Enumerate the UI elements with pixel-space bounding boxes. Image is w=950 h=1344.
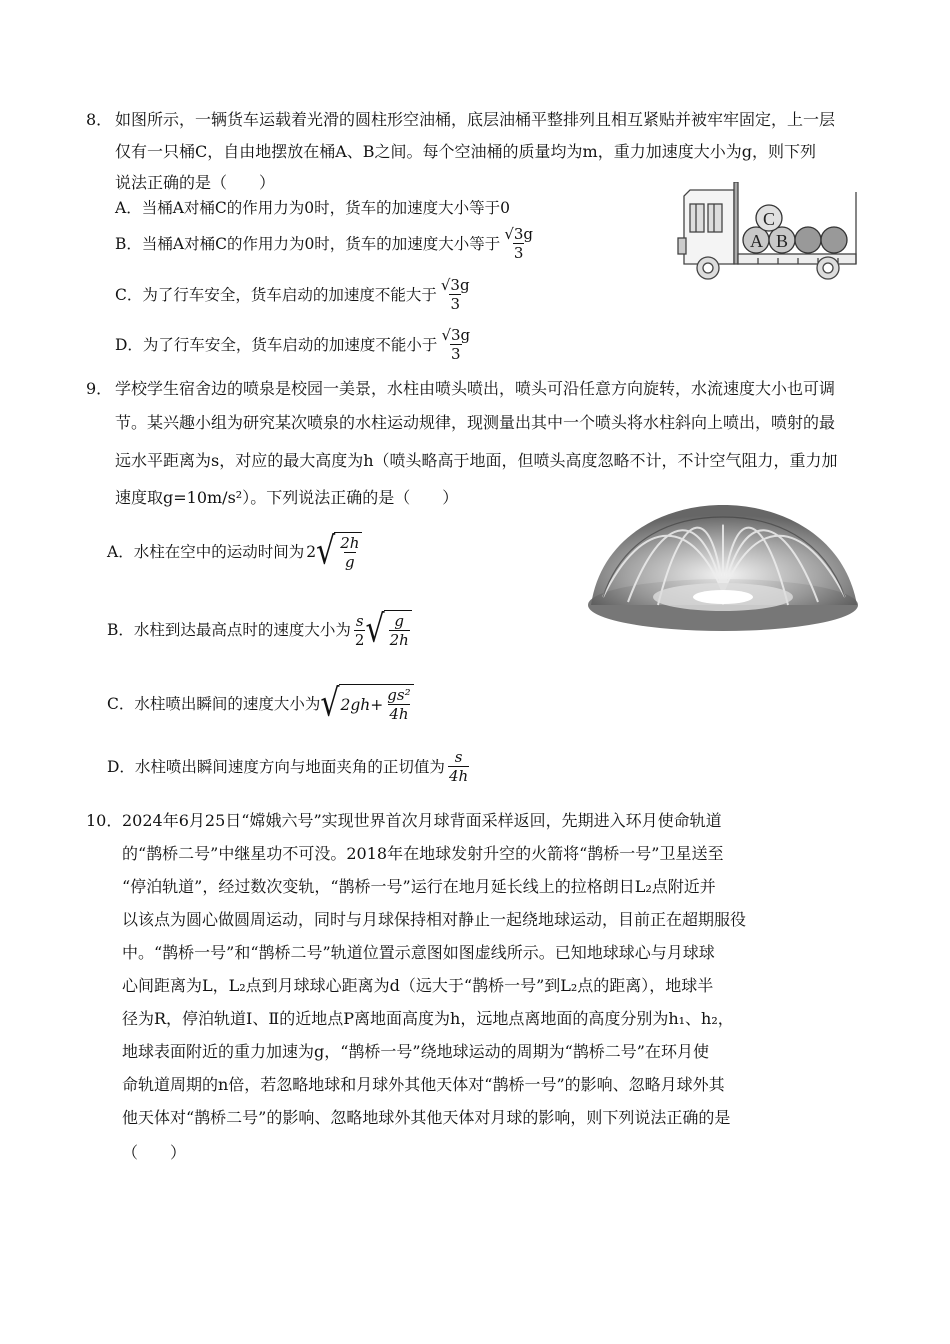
q10-stem-line-11: （ ）: [122, 1143, 187, 1162]
q10-stem-line-7: 径为R，停泊轨道Ⅰ、Ⅱ的近地点P离地面高度为h，远地点离地面的高度分别为h₁、h₂，: [122, 1009, 734, 1028]
q9-stem-line-2: 节。某兴趣小组为研究某次喷泉的水柱运动规律，现测量出其中一个喷头将水柱斜向上喷出，喷射的最: [115, 413, 836, 432]
q9-number: 9．: [86, 379, 113, 398]
q8-number: 8．: [86, 110, 113, 129]
q8-c-fraction: $\frac{√3g}{3}$: [440, 276, 470, 313]
q10-stem-line-9: 命轨道周期的n倍，若忽略地球和月球外其他天体对“鹊桥一号”的影响、忽略月球外其: [122, 1075, 725, 1094]
q9-c-sqrt: √ 2gh+ $\frac{\text{gs²}}{4h}$: [320, 684, 413, 724]
q10-number: 10．: [86, 811, 123, 830]
label-c: C: [763, 209, 776, 229]
q9-option-c[interactable]: C．水柱喷出瞬间的速度大小为 √ 2gh+ $\frac{\text{gs²}}{4h}$: [107, 684, 414, 724]
q9-a-sqrt: √ $\frac{2h}{g}$: [316, 532, 362, 572]
q9-option-d[interactable]: D．水柱喷出瞬间速度方向与地面夹角的正切值为 $\frac{s}{4h}$: [107, 748, 469, 785]
barrel-4: [821, 227, 847, 253]
q9-d-fraction: $\frac{s}{4h}$: [448, 748, 469, 785]
q9-stem-line-3: 远水平距离为s，对应的最大高度为h（喷头略高于地面，但喷头高度忽略不计，不计空气阻力，重力加: [115, 451, 838, 470]
q10-stem-line-1: 2024年6月25日“嫦娥六号”实现世界首次月球背面采样返回，先期进入环月使命轨道: [122, 811, 722, 830]
q8-stem-line-2: 仅有一只桶C，自由地摆放在桶A、B之间。每个空油桶的质量均为m，重力加速度大小为g，则下列: [115, 142, 816, 161]
label-a: A: [750, 231, 763, 251]
q8-d-fraction: $\frac{√3g}{3}$: [441, 326, 471, 363]
q8-option-d[interactable]: D．为了行车安全，货车启动的加速度不能小于 $\frac{√3g}{3}$: [115, 326, 471, 363]
q10-stem-line-6: 心间距离为L，L₂点到月球球心距离为d（远大于“鹊桥一号”到L₂点的距离），地球半: [122, 976, 714, 995]
q10-stem-line-4: 以该点为圆心做圆周运动，同时与月球保持相对静止一起绕地球运动，目前正在超期服役: [122, 910, 747, 929]
q10-stem-line-2: 的“鹊桥二号”中继星功不可没。2018年在地球发射升空的火箭将“鹊桥一号”卫星送至: [122, 844, 724, 863]
q8-b-fraction: $\frac{√3g}{3}$: [504, 225, 534, 262]
q10-stem-line-8: 地球表面附近的重力加速为g，“鹊桥一号”绕地球运动的周期为“鹊桥二号”在环月使: [122, 1042, 709, 1061]
q10-stem-line-10: 他天体对“鹊桥二号”的影响、忽略地球外其他天体对月球的影响，则下列说法正确的是: [122, 1108, 731, 1127]
fountain-figure: [583, 497, 863, 637]
q8-stem-line-1: 如图所示，一辆货车运载着光滑的圆柱形空油桶，底层油桶平整排列且相互紧贴并被牢牢固定，上一层: [115, 110, 836, 129]
q8-option-b[interactable]: B．当桶A对桶C的作用力为0时，货车的加速度大小等于 $\frac{√3g}{3}$: [115, 225, 534, 262]
q10-stem-line-5: 中。“鹊桥一号”和“鹊桥二号”轨道位置示意图如图虚线所示。已知地球球心与月球球: [122, 943, 715, 962]
label-b: B: [776, 231, 789, 251]
q9-b-fraction: $\frac{s}{2}$: [354, 611, 365, 649]
q9-stem-line-1: 学校学生宿舍边的喷泉是校园一美景，水柱由喷头喷出，喷头可沿任意方向旋转，水流速度大小也可调: [115, 379, 836, 398]
barrel-3: [795, 227, 821, 253]
truck-figure: [672, 182, 862, 284]
q8-stem-line-3: 说法正确的是（ ）: [115, 173, 276, 192]
q9-stem-line-4: 速度取g=10m/s²）。下列说法正确的是（ ）: [115, 488, 459, 507]
q8-option-a[interactable]: A．当桶A对桶C的作用力为0时，货车的加速度大小等于0: [115, 199, 510, 217]
q9-option-b[interactable]: B．水柱到达最高点时的速度大小为 $\frac{s}{2}$ √ $\frac{g}{2h}$: [107, 610, 412, 650]
q8-option-c[interactable]: C．为了行车安全，货车启动的加速度不能大于 $\frac{√3g}{3}$: [115, 276, 470, 313]
q10-stem-line-3: “停泊轨道”，经过数次变轨，“鹊桥一号”运行在地月延长线上的拉格朗日L₂点附近并: [122, 877, 716, 896]
q9-option-a[interactable]: A．水柱在空中的运动时间为 2 √ $\frac{2h}{g}$: [107, 532, 362, 572]
q9-b-sqrt: √ $\frac{g}{2h}$: [365, 610, 411, 650]
